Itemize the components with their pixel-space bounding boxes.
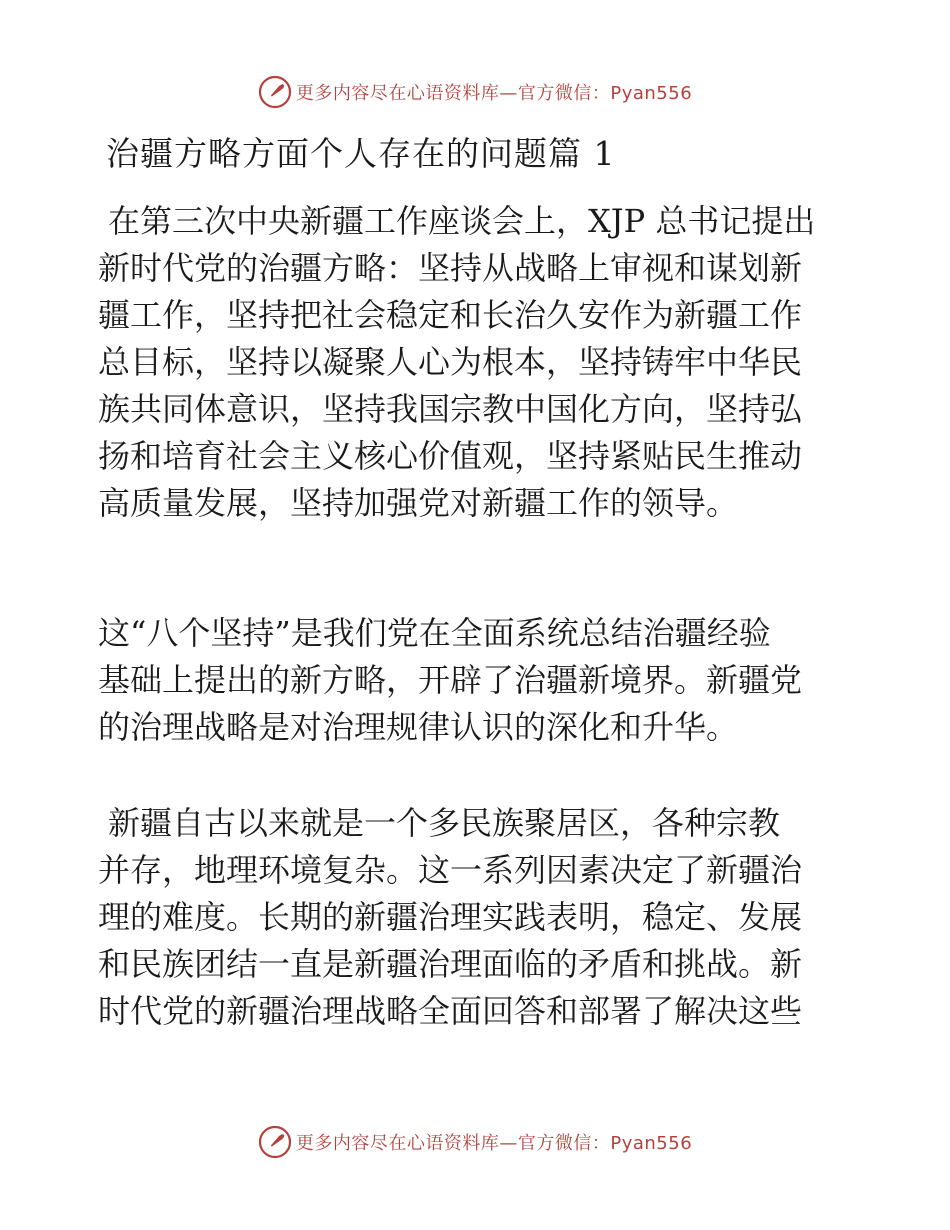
text-line: 时代党的新疆治理战略全面回答和部署了解决这些 [98, 992, 803, 1030]
paragraph-1 [98, 198, 858, 527]
text-line: 基础上提出的新方略，开辟了治疆新境界。新疆党 [98, 661, 803, 699]
text-line: 理的难度。长期的新疆治理实践表明，稳定、发展 [98, 898, 803, 936]
paragraph-3 [98, 800, 858, 1035]
quill-pen-logo-icon [258, 1125, 292, 1159]
footer-banner [0, 1122, 950, 1162]
paragraph-2 [98, 610, 858, 751]
page-title: 治疆方略方面个人存在的问题篇 1 [106, 134, 616, 173]
text-line: 并存，地理环境复杂。这一系列因素决定了新疆治 [98, 851, 803, 889]
banner-text: 更多内容尽在心语资料库—官方微信：Pyan556 [295, 83, 693, 104]
text-line: 族共同体意识，坚持我国宗教中国化方向，坚持弘 [98, 390, 803, 428]
text-line: 扬和培育社会主义核心价值观，坚持紧贴民生推动 [98, 437, 803, 475]
text-line: 总目标，坚持以凝聚人心为根本，坚持铸牢中华民 [98, 343, 803, 381]
text-line: 和民族团结一直是新疆治理面临的矛盾和挑战。新 [98, 945, 803, 983]
text-line: 高质量发展，坚持加强党对新疆工作的领导。 [98, 484, 739, 522]
text-line: 这“八个坚持”是我们党在全面系统总结治疆经验 [98, 614, 771, 652]
quill-pen-logo-icon [258, 75, 292, 109]
text-line: 新时代党的治疆方略：坚持从战略上审视和谋划新 [98, 249, 803, 287]
text-line: 在第三次中央新疆工作座谈会上，XJP 总书记提出 [108, 202, 816, 240]
text-line: 疆工作，坚持把社会稳定和长治久安作为新疆工作 [98, 296, 803, 334]
header-banner [0, 72, 950, 112]
banner-text: 更多内容尽在心语资料库—官方微信：Pyan556 [295, 1133, 693, 1154]
text-line: 新疆自古以来就是一个多民族聚居区，各种宗教 [108, 804, 781, 842]
text-line: 的治理战略是对治理规律认识的深化和升华。 [98, 708, 739, 746]
